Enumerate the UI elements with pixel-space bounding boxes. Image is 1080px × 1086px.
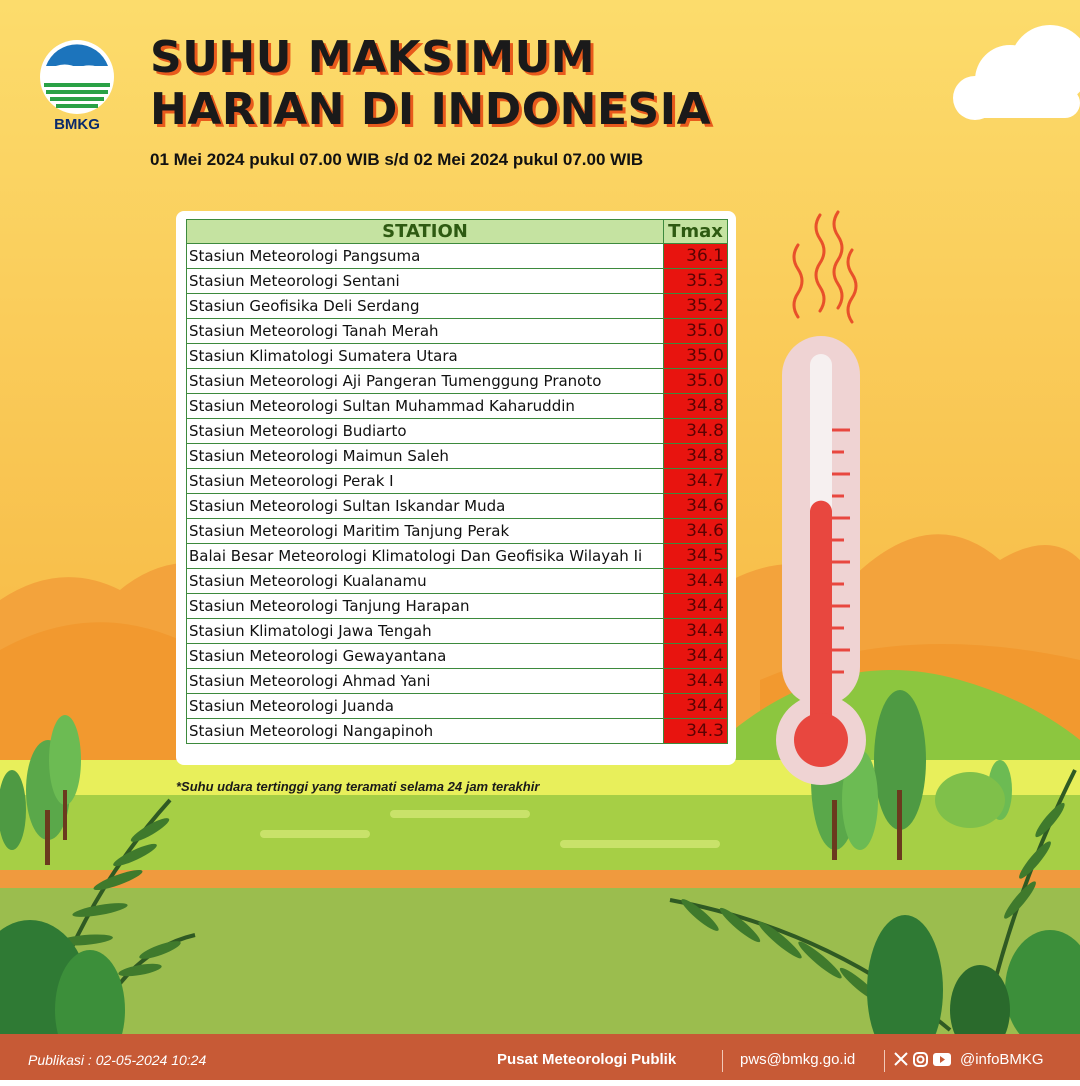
station-name: Stasiun Meteorologi Sultan Iskandar Muda — [187, 494, 664, 519]
title-line-2: HARIAN DI INDONESIA — [150, 84, 712, 135]
tmax-value: 34.4 — [664, 619, 728, 644]
table-row — [187, 544, 728, 569]
station-table — [186, 219, 728, 744]
table-row — [187, 319, 728, 344]
page-title — [150, 32, 711, 136]
tmax-value: 35.0 — [664, 369, 728, 394]
bmkg-logo — [38, 38, 116, 138]
station-table-card — [176, 211, 736, 765]
table-row — [187, 444, 728, 469]
table-row — [187, 594, 728, 619]
tmax-value: 35.0 — [664, 344, 728, 369]
table-row — [187, 269, 728, 294]
tmax-value: 34.4 — [664, 569, 728, 594]
footer-divider — [884, 1050, 885, 1072]
tmax-value: 34.6 — [664, 519, 728, 544]
table-row — [187, 494, 728, 519]
logo-text: BMKG — [54, 116, 100, 133]
tmax-value: 35.0 — [664, 319, 728, 344]
tmax-value: 34.5 — [664, 544, 728, 569]
footer-divider — [722, 1050, 723, 1072]
table-row — [187, 369, 728, 394]
table-row — [187, 244, 728, 269]
thermometer-fill — [810, 501, 832, 740]
station-name: Stasiun Meteorologi Juanda — [187, 694, 664, 719]
table-row — [187, 569, 728, 594]
station-name: Stasiun Meteorologi Pangsuma — [187, 244, 664, 269]
column-header-tmax: Tmax — [664, 220, 728, 244]
table-row — [187, 719, 728, 744]
column-header-station: STATION — [187, 220, 664, 244]
station-name: Stasiun Klimatologi Sumatera Utara — [187, 344, 664, 369]
station-name: Stasiun Meteorologi Perak I — [187, 469, 664, 494]
table-row — [187, 669, 728, 694]
tmax-value: 34.4 — [664, 694, 728, 719]
publication-time: Publikasi : 02-05-2024 10:24 — [28, 1052, 207, 1068]
tmax-value: 34.6 — [664, 494, 728, 519]
table-row — [187, 694, 728, 719]
thermometer-icon — [770, 330, 880, 790]
table-row — [187, 344, 728, 369]
station-name: Stasiun Meteorologi Tanjung Harapan — [187, 594, 664, 619]
bmkg-logo-icon — [38, 38, 116, 116]
organization-name: Pusat Meteorologi Publik — [497, 1051, 677, 1068]
instagram-icon[interactable] — [913, 1052, 928, 1067]
table-header-row — [187, 220, 728, 244]
contact-email[interactable]: pws@bmkg.go.id — [740, 1051, 856, 1068]
station-name: Stasiun Meteorologi Kualanamu — [187, 569, 664, 594]
social-handle[interactable]: @infoBMKG — [960, 1051, 1044, 1068]
station-name: Stasiun Meteorologi Maritim Tanjung Perak — [187, 519, 664, 544]
table-row — [187, 394, 728, 419]
station-name: Stasiun Meteorologi Maimun Saleh — [187, 444, 664, 469]
date-range: 01 Mei 2024 pukul 07.00 WIB s/d 02 Mei 2024 pukul 07.00 WIB — [150, 150, 644, 169]
tmax-value: 35.3 — [664, 269, 728, 294]
station-name: Stasiun Meteorologi Gewayantana — [187, 644, 664, 669]
x-icon[interactable] — [894, 1052, 908, 1066]
tmax-value: 34.8 — [664, 419, 728, 444]
tmax-value: 34.7 — [664, 469, 728, 494]
tmax-value: 36.1 — [664, 244, 728, 269]
station-name: Stasiun Meteorologi Sultan Muhammad Kaharuddin — [187, 394, 664, 419]
table-row — [187, 469, 728, 494]
station-name: Stasiun Meteorologi Budiarto — [187, 419, 664, 444]
table-row — [187, 644, 728, 669]
footer-bar — [0, 1034, 1080, 1080]
station-name: Stasiun Meteorologi Ahmad Yani — [187, 669, 664, 694]
station-name: Stasiun Klimatologi Jawa Tengah — [187, 619, 664, 644]
footnote: *Suhu udara tertinggi yang teramati selama 24 jam terakhir — [176, 779, 540, 794]
youtube-icon[interactable] — [933, 1052, 951, 1067]
station-name: Stasiun Meteorologi Sentani — [187, 269, 664, 294]
tmax-value: 34.4 — [664, 644, 728, 669]
title-line-1: SUHU MAKSIMUM — [150, 32, 596, 83]
tmax-value: 34.8 — [664, 394, 728, 419]
table-row — [187, 619, 728, 644]
table-row — [187, 419, 728, 444]
tmax-value: 34.4 — [664, 594, 728, 619]
station-name: Stasiun Meteorologi Tanah Merah — [187, 319, 664, 344]
table-row — [187, 294, 728, 319]
tmax-value: 34.3 — [664, 719, 728, 744]
station-name: Stasiun Meteorologi Aji Pangeran Tumenggung Pranoto — [187, 369, 664, 394]
station-name: Stasiun Geofisika Deli Serdang — [187, 294, 664, 319]
tmax-value: 35.2 — [664, 294, 728, 319]
tmax-value: 34.8 — [664, 444, 728, 469]
tmax-value: 34.4 — [664, 669, 728, 694]
table-row — [187, 519, 728, 544]
station-name: Stasiun Meteorologi Nangapinoh — [187, 719, 664, 744]
station-name: Balai Besar Meteorologi Klimatologi Dan Geofisika Wilayah Ii — [187, 544, 664, 569]
